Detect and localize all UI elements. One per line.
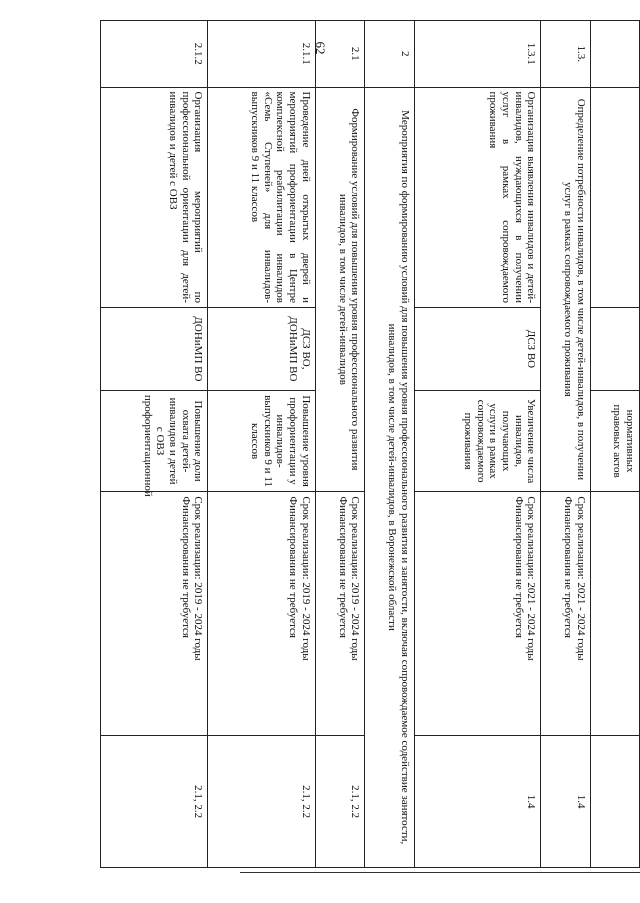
measure-name	[590, 87, 639, 308]
term-cell: Срок реализации: 2019 - 2024 годы Финансирования не требуется	[101, 492, 208, 736]
footer-divider	[240, 872, 640, 873]
table-row	[208, 21, 315, 868]
table-row	[365, 21, 414, 868]
expected-result: нормативных правовых актов	[590, 390, 639, 492]
row-number	[590, 21, 639, 88]
section-heading: Формирование условий для повышения уровня профессионального развития инвалидов, в том числе детей-инвалидов	[315, 87, 364, 492]
executor: ДСЗ ВО	[414, 308, 541, 391]
table-row	[101, 21, 208, 868]
page-number: 62	[313, 41, 328, 55]
indicator-ref: 1.4	[541, 736, 590, 868]
term-cell: Срок реализации: 2019 - 2024 годы Финансирования не требуется	[208, 492, 315, 736]
rotated-table-frame	[100, 20, 640, 868]
measure-name: Проведение дней открытых дверей и мероприятий профориентации в Центре комплексной реабилитации инвалидов «Семь Ступеней» для инвалидов-выпускников 9 и 11 классов	[208, 87, 315, 308]
indicator-ref: 1.4	[414, 736, 541, 868]
term-cell: Срок реализации: 2021 - 2024 годы Финансирования не требуется	[414, 492, 541, 736]
executor	[590, 308, 639, 391]
expected-result: Увеличение числа инвалидов, получающих услуги в рамках сопровождаемого проживания	[414, 390, 541, 492]
expected-result: Повышение уровня профориентации у инвалидов-выпускников 9 и 11 классов	[208, 390, 315, 492]
table-row	[414, 21, 541, 868]
row-number: 2.1.1	[208, 21, 315, 88]
table-row	[315, 21, 364, 868]
indicator-ref: 2.1, 2.2	[315, 736, 364, 868]
term-cell: Срок реализации: 2019 - 2024 годы Финансирования не требуется	[315, 492, 364, 736]
row-number: 2	[365, 21, 414, 88]
indicator-ref: 2.1, 2.2	[208, 736, 315, 868]
indicator-ref	[590, 736, 639, 868]
executor: ДОНиМП ВО	[101, 308, 208, 391]
row-number: 1.3.1	[414, 21, 541, 88]
table-row	[590, 21, 639, 868]
table-row	[541, 21, 590, 868]
measure-name: Организация мероприятий по профессиональной ориентации для детей-инвалидов и детей с ОВЗ	[101, 87, 208, 308]
indicator-ref: 2.1, 2.2	[101, 736, 208, 868]
executor: ДСЗ ВО, ДОНиМП ВО	[208, 308, 315, 391]
section-heading: Мероприятия по формированию условий для повышения уровня профессионального развития и занятости, включая сопровождаемое содействие занятости, инвалидов, в том числе детей-инвалидов, в Воронежской области	[365, 87, 414, 868]
row-number: 2.1	[315, 21, 364, 88]
row-number: 1.3.	[541, 21, 590, 88]
expected-result: Повышение доли охвата детей-инвалидов и детей с ОВЗ профориентационной	[101, 390, 208, 492]
row-number: 2.1.2	[101, 21, 208, 88]
term-cell: Срок реализации: 2021 - 2024 годы Финансирования не требуется	[541, 492, 590, 736]
table-container	[100, 20, 640, 868]
section-heading: Определение потребности инвалидов, в том числе детей-инвалидов, в получении услуг в рамках сопровождаемого проживания	[541, 87, 590, 492]
term-cell	[590, 492, 639, 736]
measures-table	[100, 20, 640, 868]
measure-name: Организация выявления инвалидов и детей-инвалидов, нуждающихся в получении услуг в рамках сопровождаемого проживания	[414, 87, 541, 308]
